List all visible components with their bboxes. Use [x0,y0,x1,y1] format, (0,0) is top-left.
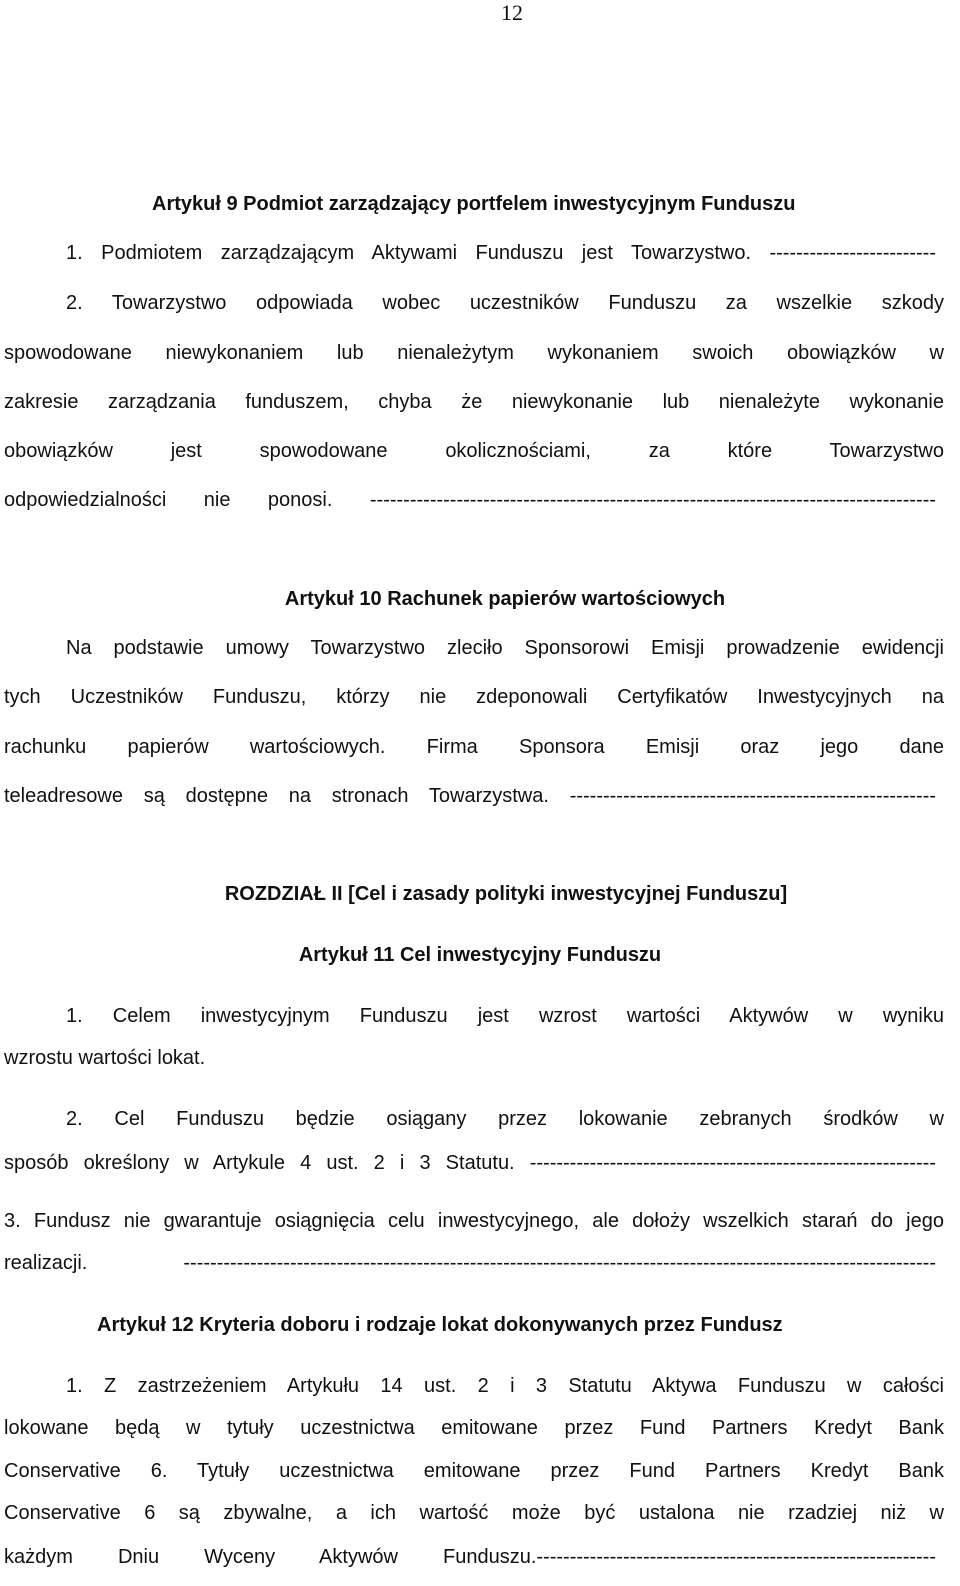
article-10-line-1: Na podstawie umowy Towarzystwo zleciło Sponsorowi Emisji prowadzenie ewidencji [66,637,944,659]
article-11-paragraph-2-line-1: 2. Cel Funduszu będzie osiągany przez lokowanie zebranych środków w [66,1108,944,1130]
article-12-heading: Artykuł 12 Kryteria doboru i rodzaje lokat dokonywanych przez Fundusz [97,1314,783,1336]
article-12-paragraph-1-line-5: każdym Dniu Wyceny Aktywów Funduszu.------------------------------------------------------------ [4,1546,936,1568]
article-11-paragraph-2-line-2: sposób określony w Artykule 4 ust. 2 i 3 Statutu. ------------------------------------------------------------- [4,1152,936,1174]
article-12-paragraph-1-line-4: Conservative 6 są zbywalne, a ich wartość może być ustalona nie rzadziej niż w [4,1502,944,1524]
article-11-paragraph-3-line-2: realizacji. ----------------------------------------------------------------------------------------------------------------- [4,1252,936,1274]
article-10-line-2: tych Uczestników Funduszu, którzy nie zdeponowali Certyfikatów Inwestycyjnych na [4,686,944,708]
article-9-paragraph-2-line-5: odpowiedzialności nie ponosi. ------------------------------------------------------------------------------------- [4,489,936,511]
article-12-paragraph-1-line-1: 1. Z zastrzeżeniem Artykułu 14 ust. 2 i 3 Statutu Aktywa Funduszu w całości [66,1375,944,1397]
article-9-heading: Artykuł 9 Podmiot zarządzający portfelem inwestycyjnym Funduszu [152,193,796,215]
article-12-paragraph-1-line-2: lokowane będą w tytuły uczestnictwa emitowane przez Fund Partners Kredyt Bank [4,1417,944,1439]
article-11-paragraph-1-line-2: wzrostu wartości lokat. [4,1047,206,1069]
page-number: 12 [501,0,523,25]
article-10-line-3: rachunku papierów wartościowych. Firma Sponsora Emisji oraz jego dane [4,736,944,758]
article-11-heading: Artykuł 11 Cel inwestycyjny Funduszu [298,944,662,966]
article-9-paragraph-1: 1. Podmiotem zarządzającym Aktywami Funduszu jest Towarzystwo. ------------------------- [66,242,936,264]
article-9-paragraph-2-line-3: zakresie zarządzania funduszem, chyba że niewykonanie lub nienależyte wykonanie [4,391,944,413]
article-11-paragraph-3-line-1: 3. Fundusz nie gwarantuje osiągnięcia celu inwestycyjnego, ale dołoży wszelkich starań do jego [4,1210,944,1232]
article-9-paragraph-2-line-1: 2. Towarzystwo odpowiada wobec uczestników Funduszu za wszelkie szkody [66,292,944,314]
article-10-heading: Artykuł 10 Rachunek papierów wartościowych [284,588,726,610]
chapter-2-heading: ROZDZIAŁ II [Cel i zasady polityki inwestycyjnej Funduszu] [224,883,788,905]
article-9-paragraph-2-line-4: obowiązków jest spowodowane okolicznościami, za które Towarzystwo [4,440,944,462]
article-10-line-4: teleadresowe są dostępne na stronach Towarzystwa. ------------------------------------------------------- [4,785,936,807]
article-12-paragraph-1-line-3: Conservative 6. Tytuły uczestnictwa emitowane przez Fund Partners Kredyt Bank [4,1460,944,1482]
article-9-paragraph-2-line-2: spowodowane niewykonaniem lub nienależytym wykonaniem swoich obowiązków w [4,342,944,364]
article-11-paragraph-1-line-1: 1. Celem inwestycyjnym Funduszu jest wzrost wartości Aktywów w wyniku [66,1005,944,1027]
